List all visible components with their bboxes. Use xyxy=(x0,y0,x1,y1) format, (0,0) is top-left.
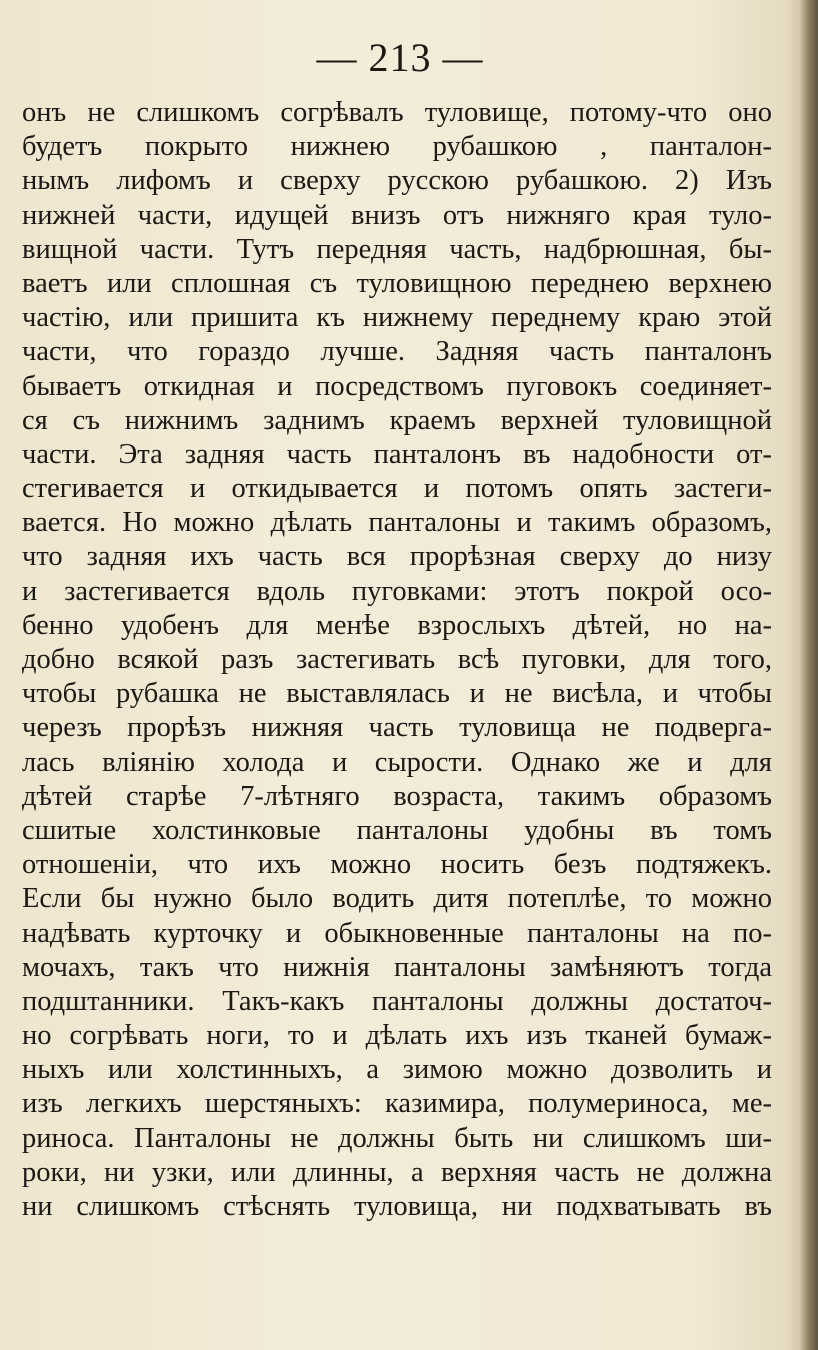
text-line: сшитые холстинковые панталоны удобны въ томъ xyxy=(22,814,772,846)
text-line: черезъ прорѣзъ нижняя часть туловища не подверга- xyxy=(22,712,772,744)
text-line: мочахъ, такъ что нижнія панталоны замѣняютъ тогда xyxy=(22,951,772,983)
text-line: онъ не слишкомъ согрѣвалъ туловище, потому-что оно xyxy=(22,97,772,128)
text-line: бенно удобенъ для менѣе взрослыхъ дѣтей, но на- xyxy=(22,609,772,641)
text-line: надѣвать курточку и обыкновенные панталоны на по- xyxy=(22,917,772,949)
text-line: лась вліянію холода и сырости. Однако же и для xyxy=(22,746,772,778)
text-line: стегивается и откидывается и потомъ опять застеги- xyxy=(22,473,772,505)
text-line: изъ легкихъ шерстяныхъ: казимира, полумериноса, ме- xyxy=(22,1088,772,1120)
text-line: Если бы нужно было водить дитя потеплѣе, то можно xyxy=(22,883,772,915)
text-line: чтобы рубашка не выставлялась и не висѣла, и чтобы xyxy=(22,678,772,710)
text-line: вищной части. Тутъ передняя часть, надбрюшная, бы- xyxy=(22,233,772,265)
text-line: ни слишкомъ стѣснять туловища, ни подхватывать въ xyxy=(22,1191,772,1222)
body-text xyxy=(22,96,772,1224)
text-line: но согрѣвать ноги, то и дѣлать ихъ изъ тканей бумаж- xyxy=(22,1020,772,1052)
text-line: подштанники. Такъ-какъ панталоны должны достаточ- xyxy=(22,985,772,1017)
text-line: что задняя ихъ часть вся прорѣзная сверху до низу xyxy=(22,541,772,573)
text-line: будетъ покрыто нижнею рубашкою , панталон- xyxy=(22,131,772,163)
text-line: дѣтей старѣе 7-лѣтняго возраста, такимъ образомъ xyxy=(22,780,772,812)
text-line: роки, ни узки, или длинны, а верхняя часть не должна xyxy=(22,1156,772,1188)
text-line: нижней части, идущей внизъ отъ нижняго края туло- xyxy=(22,199,772,231)
text-line: отношеніи, что ихъ можно носить безъ подтяжекъ. xyxy=(22,849,772,881)
text-line: вается. Но можно дѣлать панталоны и такимъ образомъ, xyxy=(22,507,772,539)
text-line: ваетъ или сплошная съ туловищною переднею верхнею xyxy=(22,267,772,299)
text-line: части, что гораздо лучше. Задняя часть панталонъ xyxy=(22,336,772,368)
text-line: ся съ нижнимъ заднимъ краемъ верхней туловищной xyxy=(22,404,772,436)
text-line: бываетъ откидная и посредствомъ пуговокъ соединяет- xyxy=(22,370,772,402)
text-line: и застегивается вдоль пуговками: этотъ покрой осо- xyxy=(22,575,772,607)
text-line: части. Эта задняя часть панталонъ въ надобности от- xyxy=(22,438,772,470)
text-line: ныхъ или холстинныхъ, а зимою можно дозволить и xyxy=(22,1054,772,1086)
text-line: нымъ лифомъ и сверху русскою рубашкою. 2) Изъ xyxy=(22,165,772,197)
page-number: — 213 — xyxy=(316,35,484,80)
text-line: риноса. Панталоны не должны быть ни слишкомъ ши- xyxy=(22,1122,772,1154)
page-edge-shadow xyxy=(800,0,818,1350)
text-line: частію, или пришита къ нижнему переднему краю этой xyxy=(22,302,772,334)
text-line: добно всякой разъ застегивать всѣ пуговки, для того, xyxy=(22,644,772,675)
